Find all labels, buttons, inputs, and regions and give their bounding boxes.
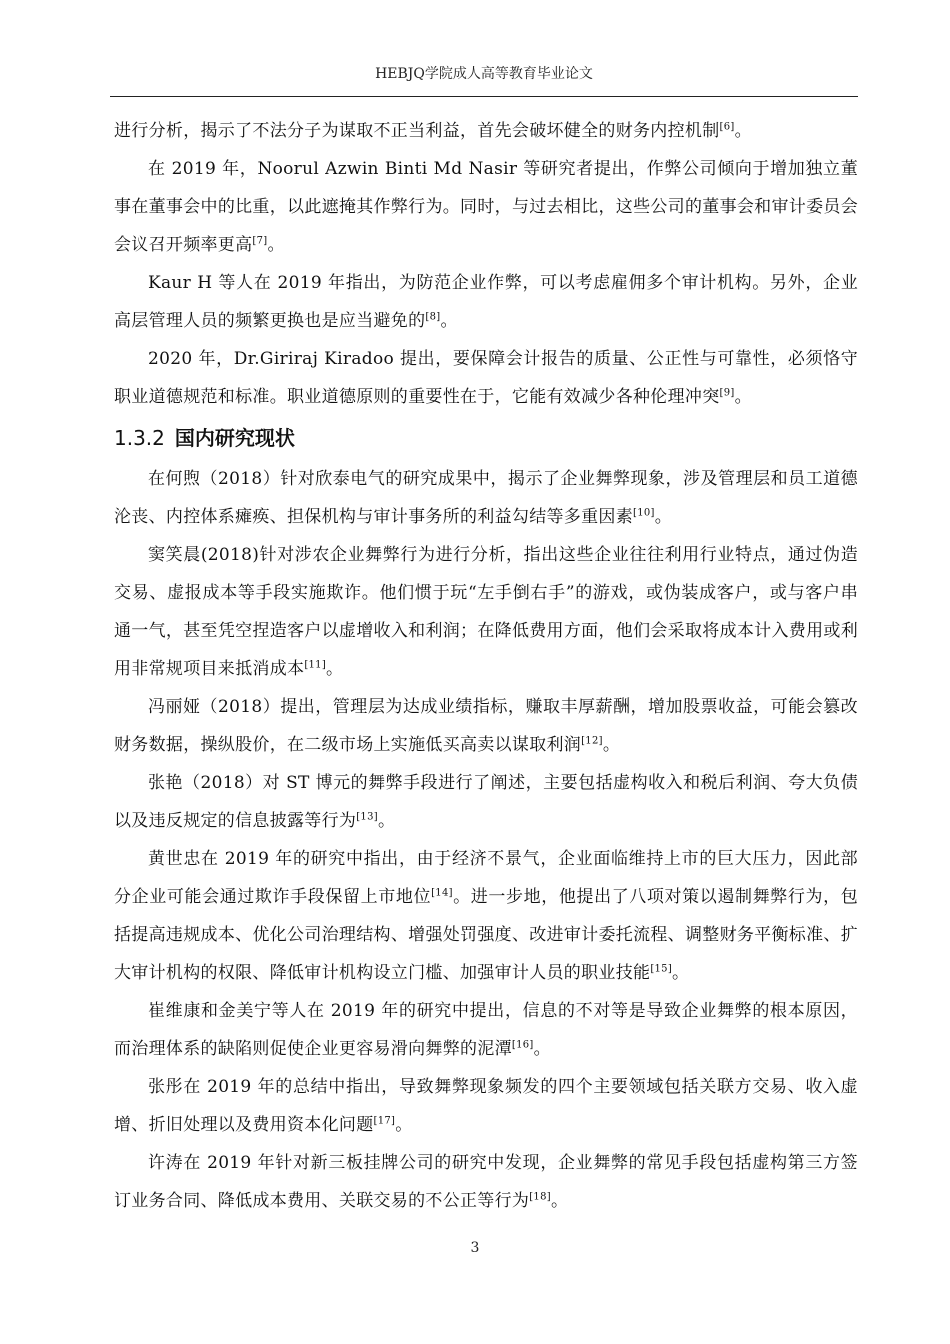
paragraph-text: 崔维康和金美宁等人在 2019 年的研究中提出，信息的不对等是导致企业舞弊的根本原因，而治理体系的缺陷则促使企业更容易滑向舞弊的泥潭 bbox=[114, 1001, 858, 1059]
citation-ref: [17] bbox=[373, 1115, 396, 1127]
header-title: HEBJQ学院成人高等教育毕业论文 bbox=[375, 66, 593, 82]
page-header bbox=[110, 62, 858, 97]
paragraph-text: 许涛在 2019 年针对新三板挂牌公司的研究中发现，企业舞弊的常见手段包括虚构第三方签订业务合同、降低成本费用、关联交易的不公正等行为 bbox=[114, 1153, 858, 1211]
paragraph-text: 窦笑晨(2018)针对涉农企业舞弊行为进行分析，指出这些企业往往利用行业特点，通过伪造交易、虚报成本等手段实施欺诈。他们惯于玩“左手倒右手”的游戏，或伪装成客户，或与客户串通一气，甚至凭空捏造客户以虚增收入和利润；在降低费用方面，他们会采取将成本计入费用或利用非常规项目来抵消成本 bbox=[114, 545, 858, 679]
paragraph-end: 。 bbox=[395, 1115, 413, 1135]
section-title: 国内研究现状 bbox=[174, 426, 295, 450]
citation-ref: [12] bbox=[581, 735, 603, 747]
paragraph-text: Kaur H 等人在 2019 年指出，为防范企业作弊，可以考虑雇佣多个审计机构。另外，企业高层管理人员的频繁更换也是应当避免的 bbox=[114, 273, 858, 331]
paragraph-end: 。 bbox=[440, 311, 458, 331]
paragraph bbox=[114, 992, 858, 1068]
paragraph-end: 。 bbox=[734, 121, 752, 141]
section-number: 1.3.2 bbox=[114, 426, 165, 450]
paragraph-text: 在 2019 年，Noorul Azwin Binti Md Nasir 等研究者提出，作弊公司倾向于增加独立董事在董事会中的比重，以此遮掩其作弊行为。同时，与过去相比，这些公司的董事会和审计委员会会议召开频率更高 bbox=[114, 159, 858, 255]
page-body bbox=[114, 112, 858, 1220]
citation-ref: [16] bbox=[511, 1039, 534, 1051]
paragraph-end: 。 bbox=[734, 387, 752, 407]
paragraph bbox=[114, 112, 858, 150]
paragraph bbox=[114, 264, 858, 340]
paragraph-text: 进行分析，揭示了不法分子为谋取不正当利益，首先会破坏健全的财务内控机制 bbox=[114, 121, 720, 141]
paragraph-text: 冯丽娅（2018）提出，管理层为达成业绩指标，赚取丰厚薪酬，增加股票收益，可能会篡改财务数据，操纵股价，在二级市场上实施低买高卖以谋取利润 bbox=[114, 697, 858, 755]
paragraph bbox=[114, 764, 858, 840]
paragraph-end: 。 bbox=[672, 963, 690, 983]
paragraph-text: 黄世忠在 2019 年的研究中指出，由于经济不景气，企业面临维持上市的巨大压力，因此部分企业可能会通过欺诈手段保留上市地位 bbox=[114, 849, 858, 907]
paragraph-text: 张艳（2018）对 ST 博元的舞弊手段进行了阐述，主要包括虚构收入和税后利润、夸大负债以及违反规定的信息披露等行为 bbox=[114, 773, 858, 831]
citation-ref: [11] bbox=[304, 659, 327, 671]
paragraph bbox=[114, 460, 858, 536]
citation-ref: [13] bbox=[356, 811, 378, 823]
paragraph-end: 。 bbox=[550, 1191, 569, 1211]
paragraph-end: 。 bbox=[267, 235, 285, 255]
section-heading bbox=[114, 416, 858, 460]
paragraph-text: 进一步地，他提出了八项对策以遏制舞弊行为，包括提高违规成本、优化公司治理结构、增强处罚强度、改进审计委托流程、调整财务平衡标准、扩大审计机构的权限、降低审计机构设立门槛、加强审计人员的职业技能 bbox=[114, 887, 858, 983]
citation-ref: [15] bbox=[650, 963, 673, 975]
paragraph-end: 。 bbox=[654, 507, 673, 527]
paragraph-end: 。 bbox=[602, 735, 621, 755]
paragraph-end: 。 bbox=[326, 659, 344, 679]
paragraph bbox=[114, 1068, 858, 1144]
paragraph-end: 。 bbox=[452, 887, 471, 907]
paragraph-text: 2020 年，Dr.Giriraj Kiradoo 提出，要保障会计报告的质量、公正性与可靠性，必须恪守职业道德规范和标准。职业道德原则的重要性在于，它能有效减少各种伦理冲突 bbox=[114, 349, 858, 407]
citation-ref: [14] bbox=[431, 887, 453, 899]
paragraph-text: 张彤在 2019 年的总结中指出，导致舞弊现象频发的四个主要领域包括关联方交易、收入虚增、折旧处理以及费用资本化问题 bbox=[114, 1077, 858, 1135]
paragraph bbox=[114, 536, 858, 688]
paragraph bbox=[114, 688, 858, 764]
citation-ref: [9] bbox=[719, 387, 735, 399]
citation-ref: [8] bbox=[425, 311, 441, 323]
paragraph bbox=[114, 1144, 858, 1220]
paragraph bbox=[114, 840, 858, 992]
paragraph-text: 在何煦（2018）针对欣泰电气的研究成果中，揭示了企业舞弊现象，涉及管理层和员工道德沦丧、内控体系瘫痪、担保机构与审计事务所的利益勾结等多重因素 bbox=[114, 469, 858, 527]
citation-ref: [18] bbox=[529, 1191, 551, 1203]
citation-ref: [10] bbox=[633, 507, 655, 519]
paragraph bbox=[114, 340, 858, 416]
paragraph-end: 。 bbox=[533, 1039, 551, 1059]
citation-ref: [7] bbox=[252, 235, 268, 247]
page-number: 3 bbox=[470, 1240, 480, 1256]
citation-ref: [6] bbox=[719, 121, 735, 133]
paragraph-end: 。 bbox=[377, 811, 396, 831]
paragraph bbox=[114, 150, 858, 264]
